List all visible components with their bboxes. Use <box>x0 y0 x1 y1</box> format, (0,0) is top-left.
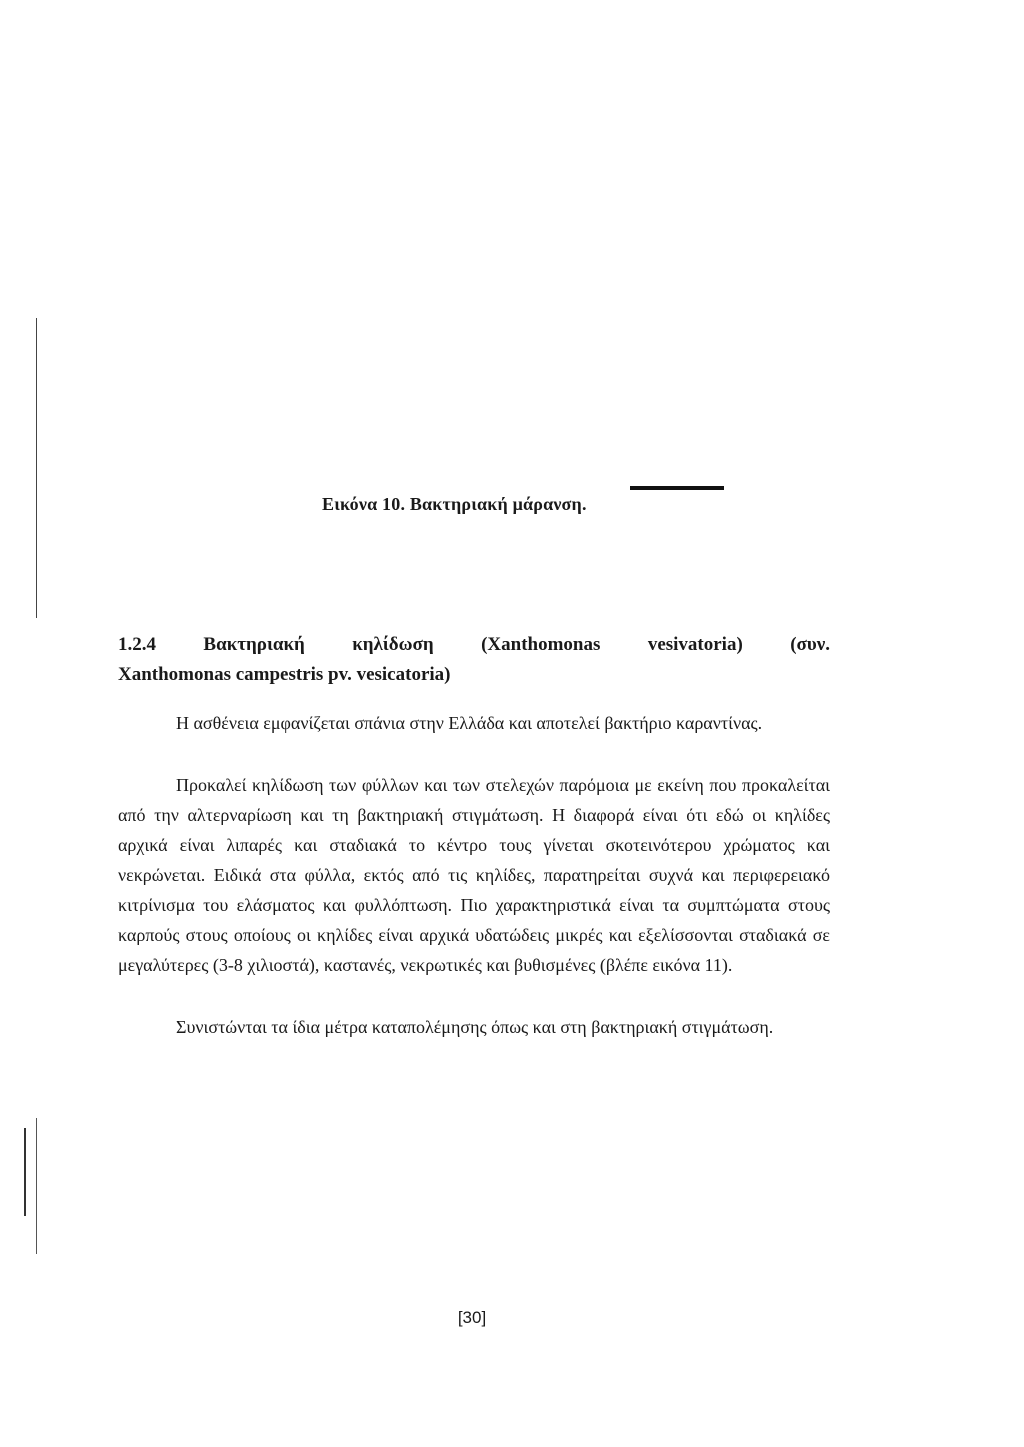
scan-artifact-line <box>36 1118 37 1254</box>
heading-word: (συν. <box>790 634 830 655</box>
heading-word: κηλίδωση <box>352 634 434 655</box>
heading-word: (Xanthomonas <box>481 634 601 655</box>
page-number: [30] <box>457 1308 487 1327</box>
figure-caption: Εικόνα 10. Βακτηριακή μάρανση. <box>322 494 587 514</box>
scan-artifact-line <box>24 1128 26 1216</box>
paragraph-occurrence: Η ασθένεια εμφανίζεται σπάνια στην Ελλάδα και αποτελεί βακτήριο καραντίνας. <box>176 713 763 733</box>
section-number: 1.2.4 <box>118 634 156 655</box>
paragraph-control: Συνιστώνται τα ίδια μέτρα καταπολέμησης όπως και στη βακτηριακή στιγμάτωση. <box>176 1017 774 1037</box>
paragraph-symptoms: Προκαλεί κηλίδωση των φύλλων και των στελεχών παρόμοια με εκείνη που προκαλείται από την αλτερναρίωση και τη βακτηριακή στιγμάτωση. Η διαφορά είναι ότι εδώ οι κηλίδες αρχικά είναι λιπαρές και σταδιακά το κέντρο τους γίνεται σκοτεινότερου χρώματος και νεκρώνεται. Ειδικά στα φύλλα, εκτός από τις κηλίδες, παρατηρείται συχνά και περιφερειακό κιτρίνισμα του ελάσματος και φυλλόπτωση. Πιο χαρακτηριστικά είναι τα συμπτώματα στους καρπούς στους οποίους οι κηλίδες είναι αρχικά υδατώδεις μικρές και εξελίσσονται σταδιακά σε μεγαλύτερες (3-8 χιλιοστά), καστανές, νεκρωτικές και βυθισμένες (βλέπε εικόνα 11). <box>118 775 830 975</box>
figure-scale-bar <box>630 486 724 490</box>
heading-word: vesivatoria) <box>647 634 743 655</box>
section-heading <box>118 630 830 690</box>
heading-word: Βακτηριακή <box>203 634 305 655</box>
section-heading-line-2: Xanthomonas campestris pv. vesicatoria) <box>118 664 451 685</box>
section-heading-line-1 <box>118 630 830 660</box>
scan-artifact-line <box>36 318 37 618</box>
